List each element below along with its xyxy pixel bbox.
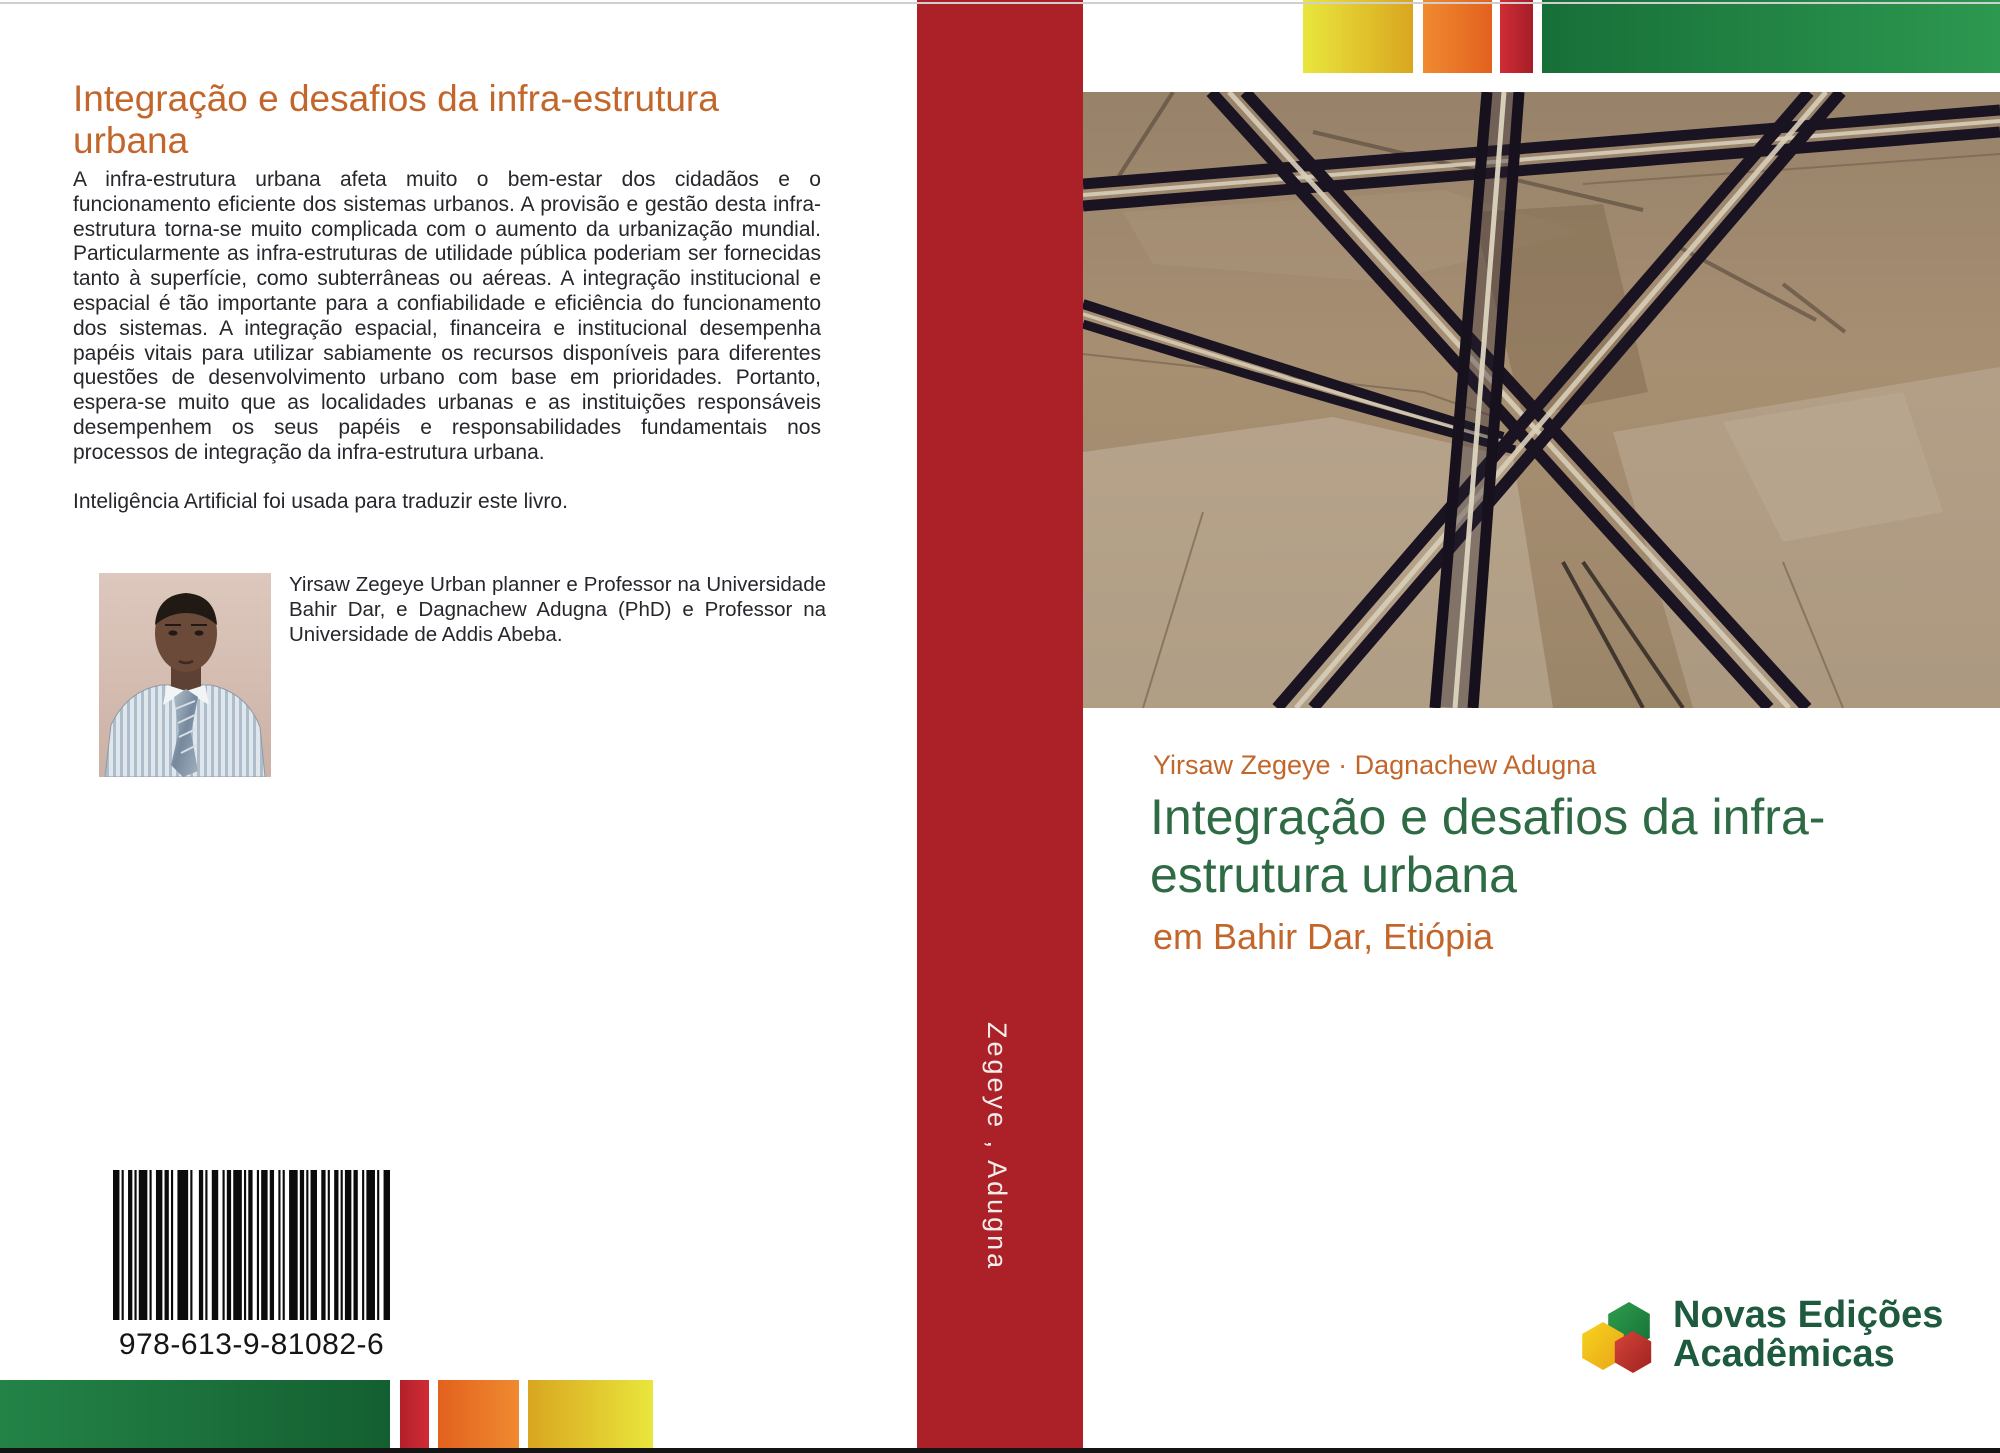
color-bar-bottom-red (400, 1380, 429, 1448)
front-cover-subtitle: em Bahir Dar, Etiópia (1153, 916, 1494, 957)
publisher-name-line1: Novas Edições (1673, 1294, 1944, 1336)
publisher-hexagons-icon (1577, 1300, 1663, 1382)
bottom-edge-line (0, 1448, 2000, 1453)
author-portrait-image (99, 573, 271, 777)
back-title-line1: Integração e desafios da infra-estrutura (73, 78, 719, 119)
color-bar-top-yellow (1303, 0, 1413, 73)
front-title-line1: Integração e desafios da infra- (1150, 789, 1826, 845)
front-cover (1083, 0, 2000, 1453)
publisher-name-line2: Acadêmicas (1673, 1333, 1895, 1375)
back-title (73, 78, 843, 162)
spine-authors: Zegeye , Adugna (982, 1022, 1012, 1272)
front-cover-title (1150, 788, 1970, 904)
top-edge-line (0, 2, 2000, 4)
color-bar-bottom-green (0, 1380, 390, 1448)
publisher-block (1577, 1294, 1997, 1384)
spine (917, 0, 1083, 1453)
color-bar-bottom-orange (438, 1380, 519, 1448)
back-blurb: A infra-estrutura urbana afeta muito o bem-estar dos cidadãos e o funcionamento eficiente dos sistemas urbanos. A provisão e gestão desta infra-estrutura torna-se muito complicada com o aumento da urbanização mundial. Particularmente as infra-estruturas de utilidade pública poderiam ser fornecidas tanto à superfície, como subterrâneas ou aéreas. A integração institucional e espacial é tão importante para a confiabilidade e eficiência do funcionamento dos sistemas. A integração espacial, financeira e institucional desempenha papéis vitais para utilizar sabiamente os recursos disponíveis para diferentes questões de desenvolvimento urbano com base em prioridades. Portanto, espera-se muito que as localidades urbanas e as instituições responsáveis desempenhem os seus papéis e responsabilidades fundamentais nos processos de integração da infra-estrutura urbana. (73, 168, 821, 464)
back-cover (0, 0, 917, 1453)
cover-photo (1083, 92, 2000, 708)
color-bar-top-red (1500, 0, 1533, 73)
barcode (113, 1170, 390, 1320)
color-bar-top-orange (1423, 0, 1492, 73)
author-portrait (99, 573, 271, 777)
color-bar-bottom-yellow (528, 1380, 653, 1448)
front-title-line2: estrutura urbana (1150, 847, 1517, 903)
author-bio: Yirsaw Zegeye Urban planner e Professor na Universidade Bahir Dar, e Dagnachew Adugna (PhD) e Professor na Universidade de Addis Abeba. (289, 573, 826, 646)
isbn-label: 978-613-9-81082-6 (118, 1328, 385, 1361)
back-title-line2: urbana (73, 120, 189, 161)
barcode-block (113, 1170, 390, 1370)
front-cover-authors: Yirsaw Zegeye · Dagnachew Adugna (1153, 750, 1597, 780)
color-bar-top-green (1542, 0, 2000, 73)
publisher-name (1673, 1296, 1943, 1374)
cover-photo-tracks (1083, 92, 2000, 708)
ai-translation-note: Inteligência Artificial foi usada para traduzir este livro. (73, 490, 568, 513)
